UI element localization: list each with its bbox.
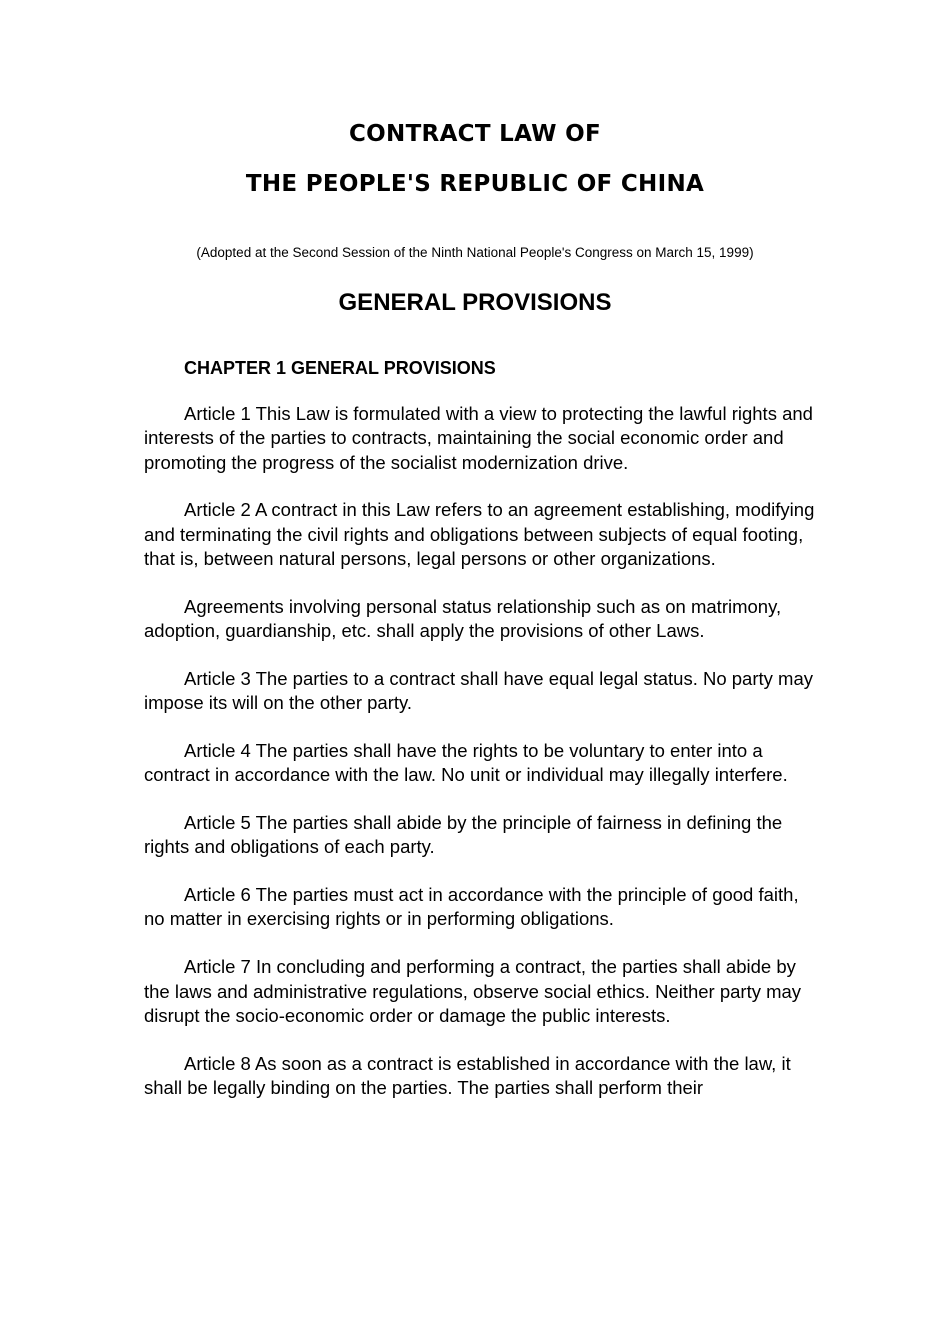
document-title-line-2: THE PEOPLE'S REPUBLIC OF CHINA bbox=[245, 171, 705, 197]
article-6-paragraph: Article 6 The parties must act in accordance with the principle of good faith, no matter in exercising rights or in performing obligations. bbox=[144, 884, 799, 930]
chapter-heading: CHAPTER 1 GENERAL PROVISIONS bbox=[184, 358, 496, 378]
article-8-paragraph: Article 8 As soon as a contract is established in accordance with the law, it shall be legally binding on the parties. The parties shall perform their bbox=[144, 1052, 791, 1098]
article-7-paragraph: Article 7 In concluding and performing a contract, the parties shall abide by the laws and administrative regulations, observe social ethics. Neither party may disrupt the socio-economic order or damage the public interests. bbox=[144, 956, 802, 1026]
body-text bbox=[144, 402, 816, 1124]
part-heading: GENERAL PROVISIONS bbox=[338, 289, 612, 316]
article-4-paragraph: Article 4 The parties shall have the rights to be voluntary to enter into a contract in accordance with the law. No unit or individual may illegally interfere. bbox=[144, 739, 788, 786]
article-1-paragraph: Article 1 This Law is formulated with a view to protecting the lawful rights and interests of the parties to contracts, maintaining the social economic order and promoting the progress of the socialist modernization drive. bbox=[144, 403, 813, 473]
article-2-paragraph: Article 2 A contract in this Law refers to an agreement establishing, modifying and terminating the civil rights and obligations between subjects of equal footing, that is, between natural persons, legal persons or other organizations. bbox=[144, 499, 815, 569]
article-5-paragraph: Article 5 The parties shall abide by the principle of fairness in defining the rights and obligations of each party. bbox=[144, 812, 783, 858]
document-title-line-1: CONTRACT LAW OF bbox=[348, 121, 602, 147]
article-2-continuation-paragraph: Agreements involving personal status relationship such as on matrimony, adoption, guardianship, etc. shall apply the provisions of other Laws. bbox=[144, 595, 782, 642]
adoption-note: (Adopted at the Second Session of the Ninth National People's Congress on March 15, 1999) bbox=[196, 245, 754, 260]
article-3-paragraph: Article 3 The parties to a contract shall have equal legal status. No party may impose its will on the other party. bbox=[144, 667, 813, 714]
